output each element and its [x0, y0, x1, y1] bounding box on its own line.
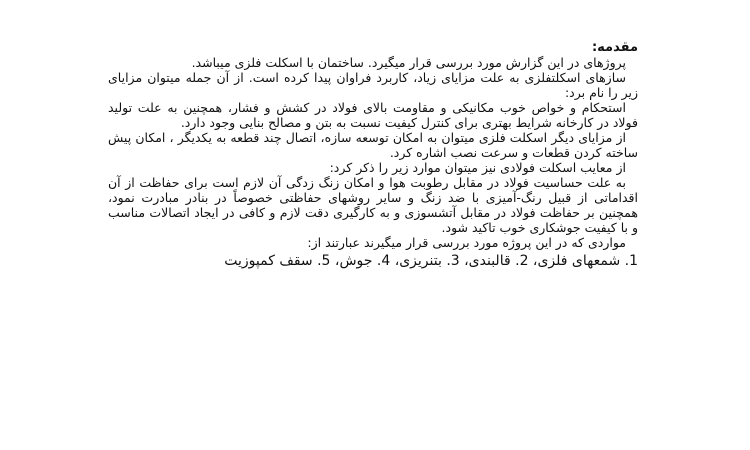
- document-body: [108, 40, 638, 270]
- paragraph-advantages-intro: سازهای اسکلتفلزی به علت مزایای زیاد، کاربرد فراوان پیدا کرده است. از آن جمله میتوان مزایای زیر را نام برد:: [108, 70, 638, 100]
- paragraph-items-intro: مواردی که در این پروژه مورد بررسی قرار میگیرند عبارتند از:: [307, 235, 626, 250]
- paragraph-corrosion: به علت حساسیت فولاد در مقابل رطوبت هوا و امکان زنگ زدگی آن لازم است برای حفاظت از آن اقداماتی از قبیل رنگ-آمیزی با ضد زنگ و سایر روشهای حفاظتی خصوصاً در بنادر مبادرت نمود، همچنین بر حفاظت فولاد در مقابل آتشسوزی و به کارگیری دقت لازم و کافی در ایجاد اتصالات مناسب و با کیفیت جوشکاری خوب تاکید شود.: [108, 175, 638, 235]
- paragraph-disadvantages-intro: از معایب اسکلت فولادی نیز میتوان موارد زیر را ذکر کرد:: [329, 160, 626, 175]
- paragraph-strength: استحکام و خواص خوب مکانیکی و مقاومت بالای فولاد در کشش و فشار، همچنین به علت تولید فولاد در کارخانه شرایط بهتری برای کنترل کیفیت نسبت به بتن و مصالح بنایی وجود دارد.: [108, 100, 638, 130]
- items-list-line: 1. شمعهای فلزی، 2. قالبندی، 3. بتنریزی، 4. جوش، 5. سقف کمپوزیت: [224, 253, 638, 269]
- paragraph-other-advantages: از مزایای دیگر اسکلت فلزی میتوان به امکان توسعه سازه، اتصال چند قطعه به یکدیگر ، امکان پیش ساخته کردن قطعات و سرعت نصب اشاره کرد.: [108, 130, 638, 160]
- section-heading: مقدمه:: [591, 40, 638, 55]
- paragraph-intro: پروژهای در این گزارش مورد بررسی قرار میگیرد. ساختمان با اسکلت فلزی میباشد.: [191, 55, 626, 70]
